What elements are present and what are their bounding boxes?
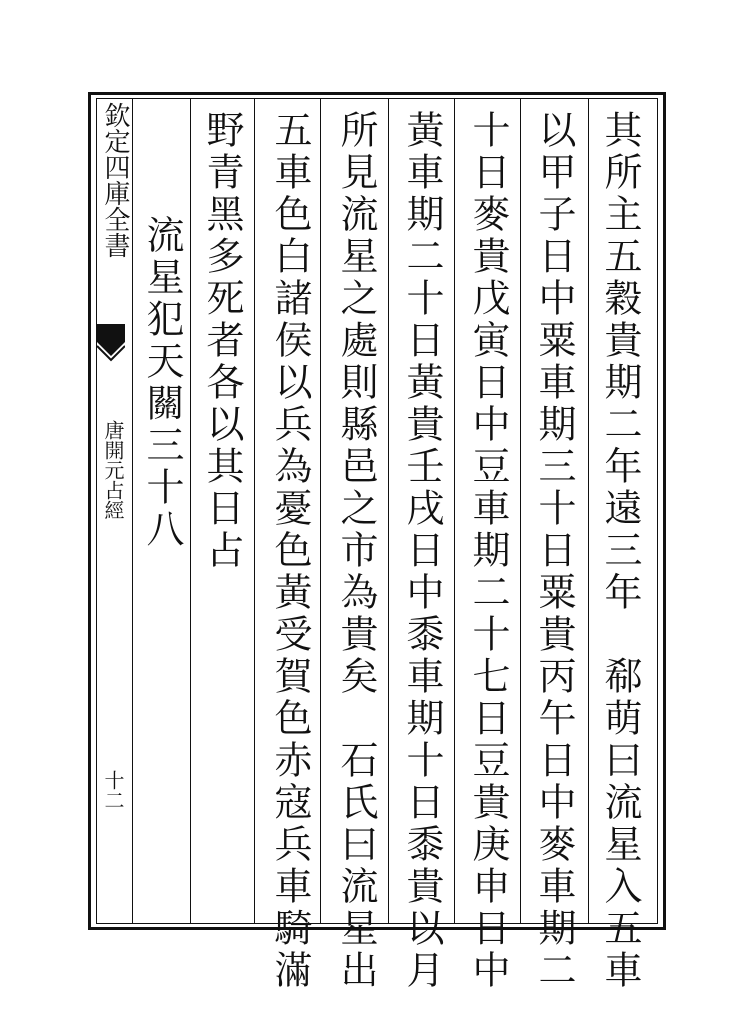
fishtail-ornament bbox=[97, 322, 125, 374]
section-heading: 流星犯天關三十八 bbox=[140, 215, 184, 551]
column-rule bbox=[388, 98, 389, 924]
column-rule bbox=[320, 98, 321, 924]
page-number: 十二 bbox=[101, 770, 125, 810]
column-rule bbox=[454, 98, 455, 924]
text-column-7: 野青黑多死者各以其日占 bbox=[200, 110, 244, 572]
text-column-1: 其所主五穀貴期二年遠三年 郗萌曰流星入五車 bbox=[598, 110, 642, 992]
text-column-3: 十日麥貴戊寅日中豆車期二十七日豆貴庚申日中 bbox=[466, 110, 510, 992]
book-title: 欽定四庫全書 bbox=[100, 102, 130, 258]
section-title: 唐開元占經 bbox=[101, 420, 125, 520]
text-column-2: 以甲子日中粟車期三十日粟貴丙午日中麥車期二 bbox=[532, 110, 576, 992]
column-rule bbox=[520, 98, 521, 924]
text-column-4: 黃車期二十日黃貴壬戌日中黍車期十日黍貴以月 bbox=[400, 110, 444, 992]
text-column-5: 所見流星之處則縣邑之市為貴矣 石氏曰流星出 bbox=[334, 110, 378, 992]
column-rule bbox=[588, 98, 589, 924]
margin-divider bbox=[132, 98, 133, 924]
column-rule bbox=[254, 98, 255, 924]
text-column-6: 五車色白諸侯以兵為憂色黃受賀色赤寇兵車騎滿 bbox=[268, 110, 312, 992]
column-rule bbox=[190, 98, 191, 924]
